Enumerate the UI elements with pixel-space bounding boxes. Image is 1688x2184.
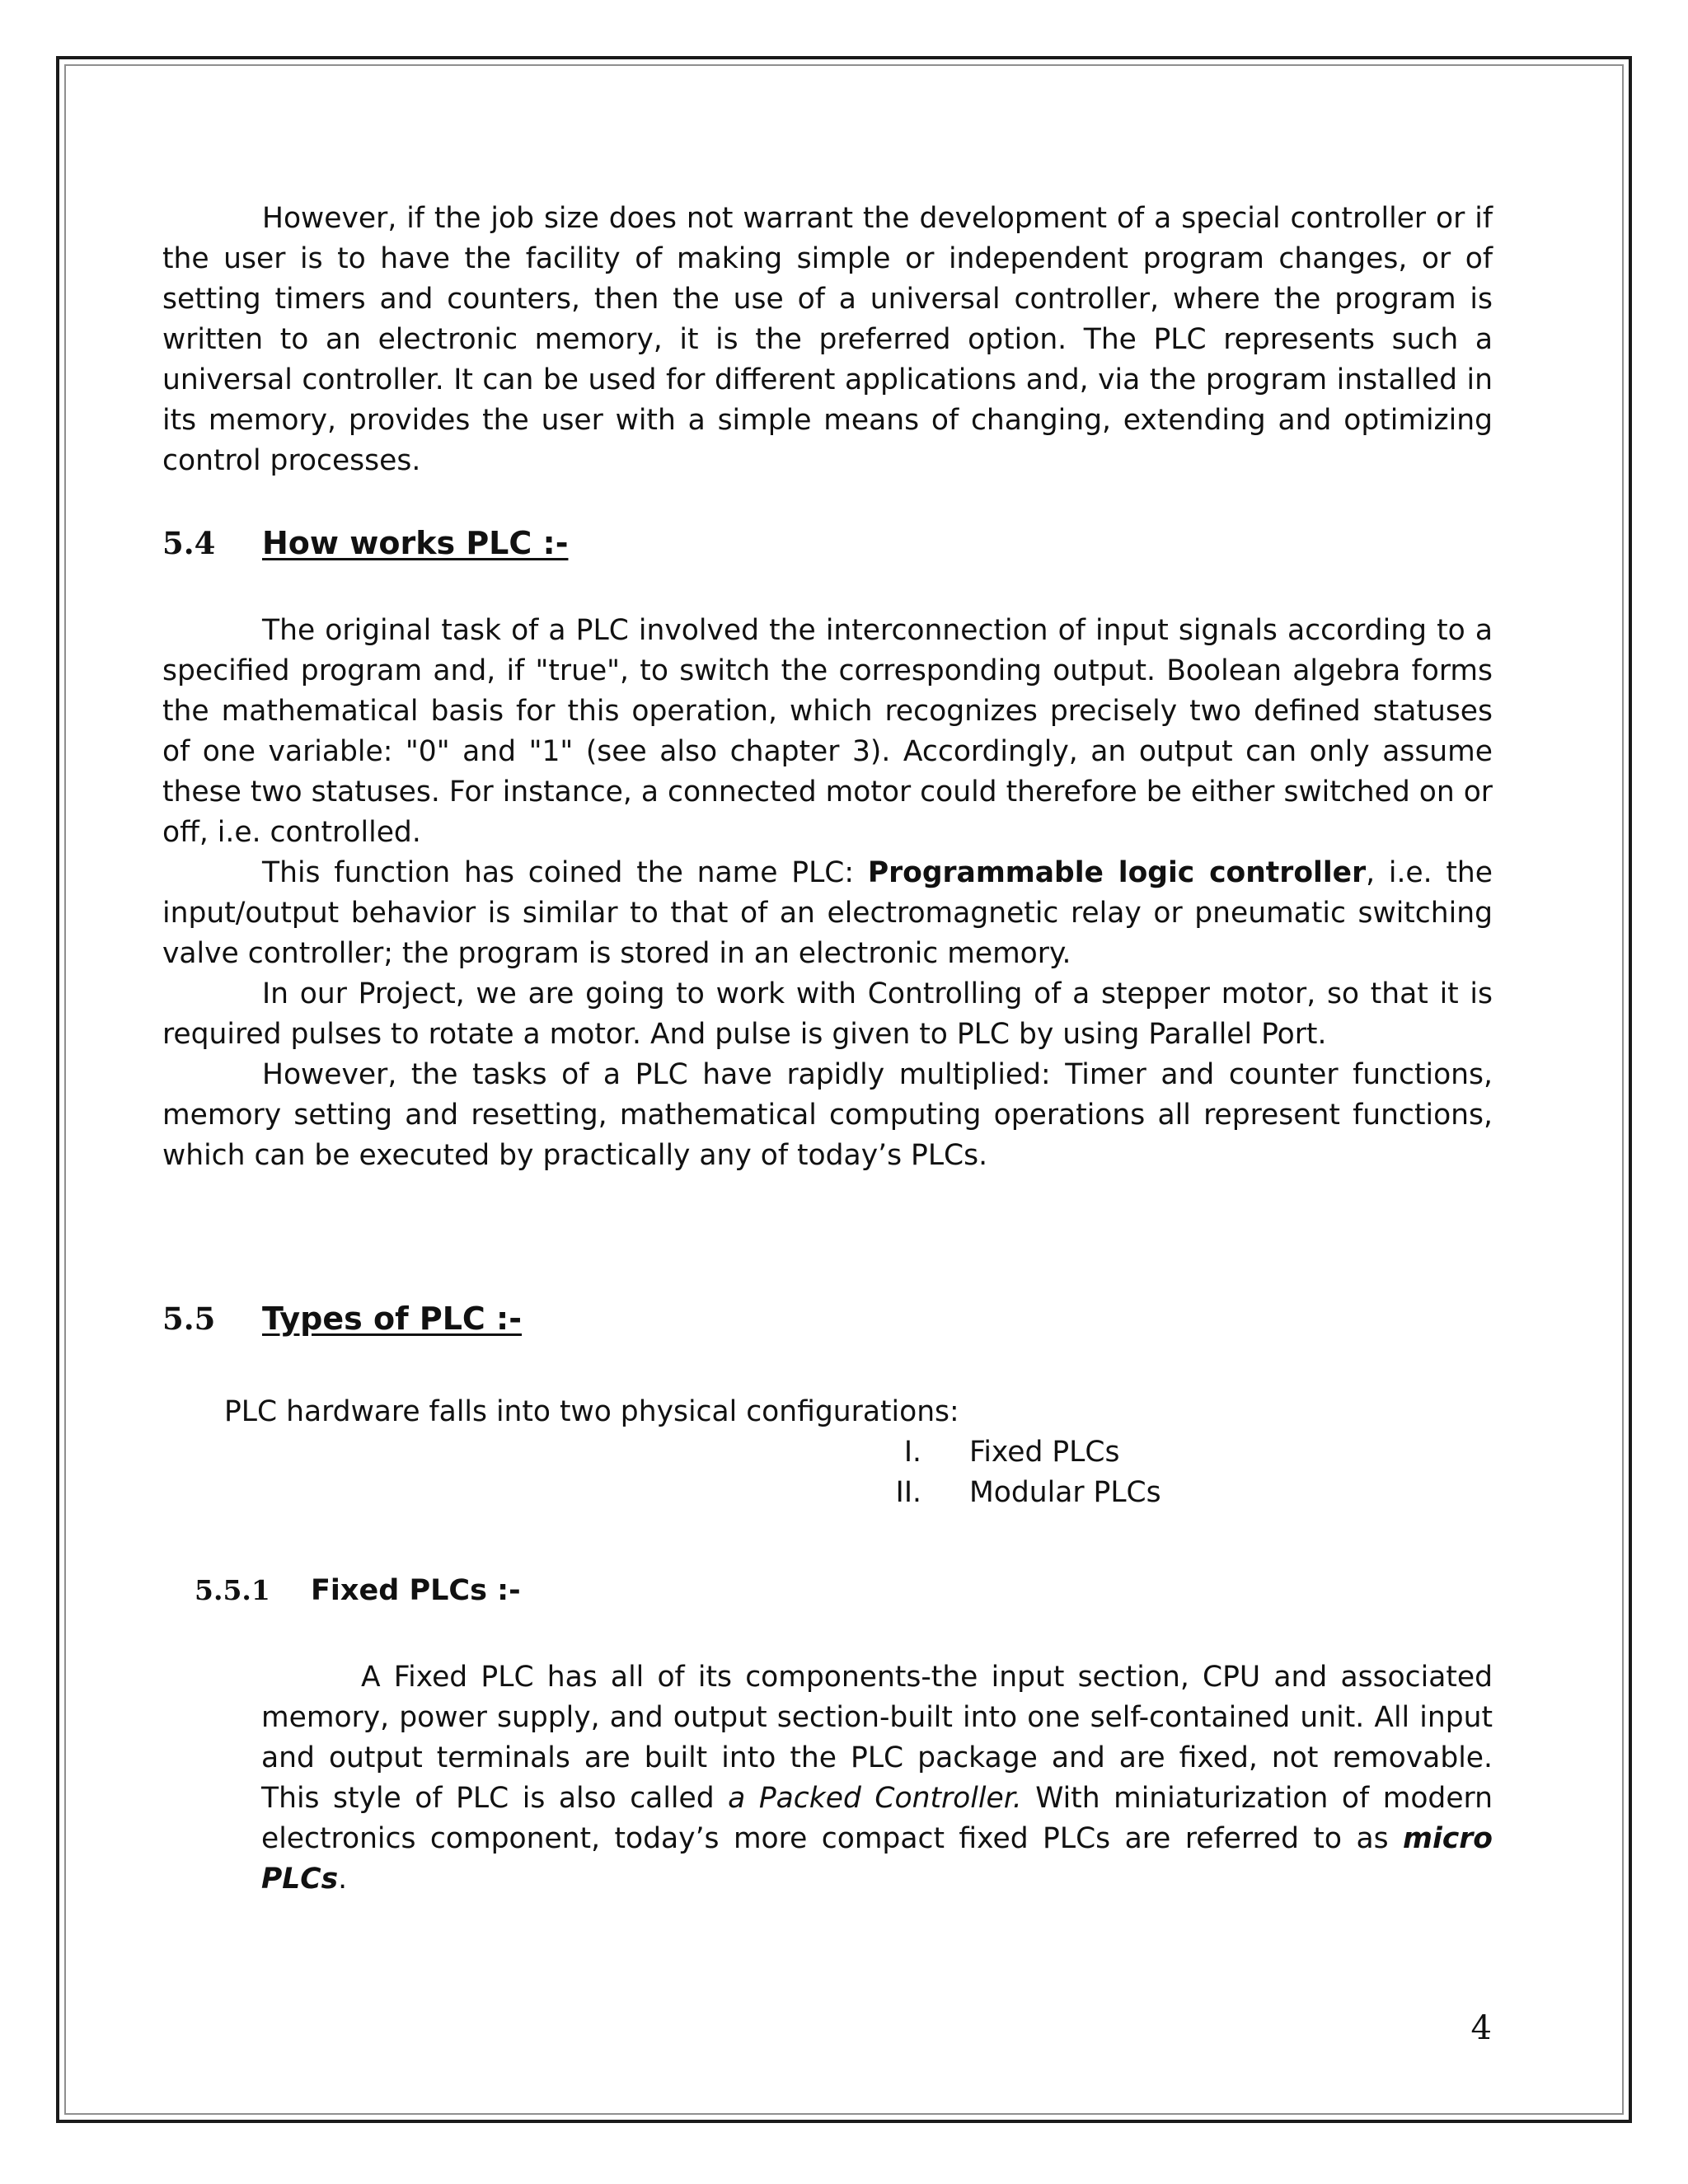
text-segment: With miniaturization of modern electronics component, today’s more compact fixed PLCs are referred to as <box>261 1782 1493 1855</box>
list-label: Modular PLCs <box>969 1476 1161 1509</box>
section-heading-5-4 <box>162 523 568 564</box>
types-intro-line: PLC hardware falls into two physical configurations: <box>224 1395 959 1428</box>
page-number: 4 <box>1470 2009 1492 2047</box>
paragraph-plc-name-origin <box>162 853 1493 974</box>
subsection-number: 5.5.1 <box>195 1574 270 1606</box>
bold-term-programmable-logic-controller: Programmable logic controller <box>867 856 1367 889</box>
paragraph-universal-controller: However, if the job size does not warrant the development of a special controller or if the user is to have the facility of making simple or independent program changes, or of setting timers and counters, then the use of a universal controller, where the program is written to an electronic memory, it is the preferred option. The PLC represents such a universal controller. It can be used for different applications and, via the program installed in its memory, provides the user with a simple means of changing, extending and optimizing control processes. <box>162 202 1493 477</box>
list-numeral: II. <box>895 1476 921 1509</box>
section-number: 5.5 <box>162 1301 216 1337</box>
subsection-heading-5-5-1 <box>195 1570 521 1611</box>
section-title: How works PLC :- <box>262 525 569 561</box>
paragraph-plc-original-task: The original task of a PLC involved the interconnection of input signals according to a specified program and, if "true", to switch the corresponding output. Boolean algebra forms the mathematical basis for this operation, which recognizes precisely two defined statuses of one variable: "0" and "1" (see also chapter 3). Accordingly, an output can only assume these two statuses. For instance, a connected motor could therefore be either switched on or off, i.e. controlled. <box>162 614 1493 849</box>
subsection-title: Fixed PLCs :- <box>311 1574 521 1607</box>
bold-italic-term-micro-plcs: micro PLCs <box>261 1822 1493 1896</box>
section-number: 5.4 <box>162 525 216 561</box>
text-segment: A Fixed PLC has all of its components-the input section, CPU and associated memory, power supply, and output section-built into one self-contained unit. All input and output terminals are built into the PLC package and are fixed, not removable. This style of PLC is also called <box>261 1661 1493 1815</box>
list-numeral: I. <box>903 1436 921 1469</box>
list-item <box>0 1473 1688 1513</box>
list-label: Fixed PLCs <box>969 1436 1120 1469</box>
list-item <box>0 1432 1688 1473</box>
section-title: Types of PLC :- <box>262 1301 523 1337</box>
text-segment: , i.e. the input/output behavior is similar to that of an electromagnetic relay or pneumatic switching valve controller; the program is stored in an electronic memory. <box>162 856 1493 970</box>
text-segment: . <box>338 1863 348 1896</box>
paragraph-plc-tasks-multiplied: However, the tasks of a PLC have rapidly multiplied: Timer and counter functions, memory setting and resetting, mathematical computing operations all represent functions, which can be executed by practically any of today’s PLCs. <box>162 1058 1493 1172</box>
italic-term-packed-controller: a Packed Controller. <box>728 1782 1022 1815</box>
paragraph-project-stepper-motor: In our Project, we are going to work with Controlling of a stepper motor, so that it is required pulses to rotate a motor. And pulse is given to PLC by using Parallel Port. <box>162 977 1493 1051</box>
section-heading-5-5 <box>162 1298 522 1339</box>
paragraph-fixed-plc-description <box>261 1657 1493 1900</box>
text-segment: This function has coined the name PLC: <box>262 856 868 889</box>
